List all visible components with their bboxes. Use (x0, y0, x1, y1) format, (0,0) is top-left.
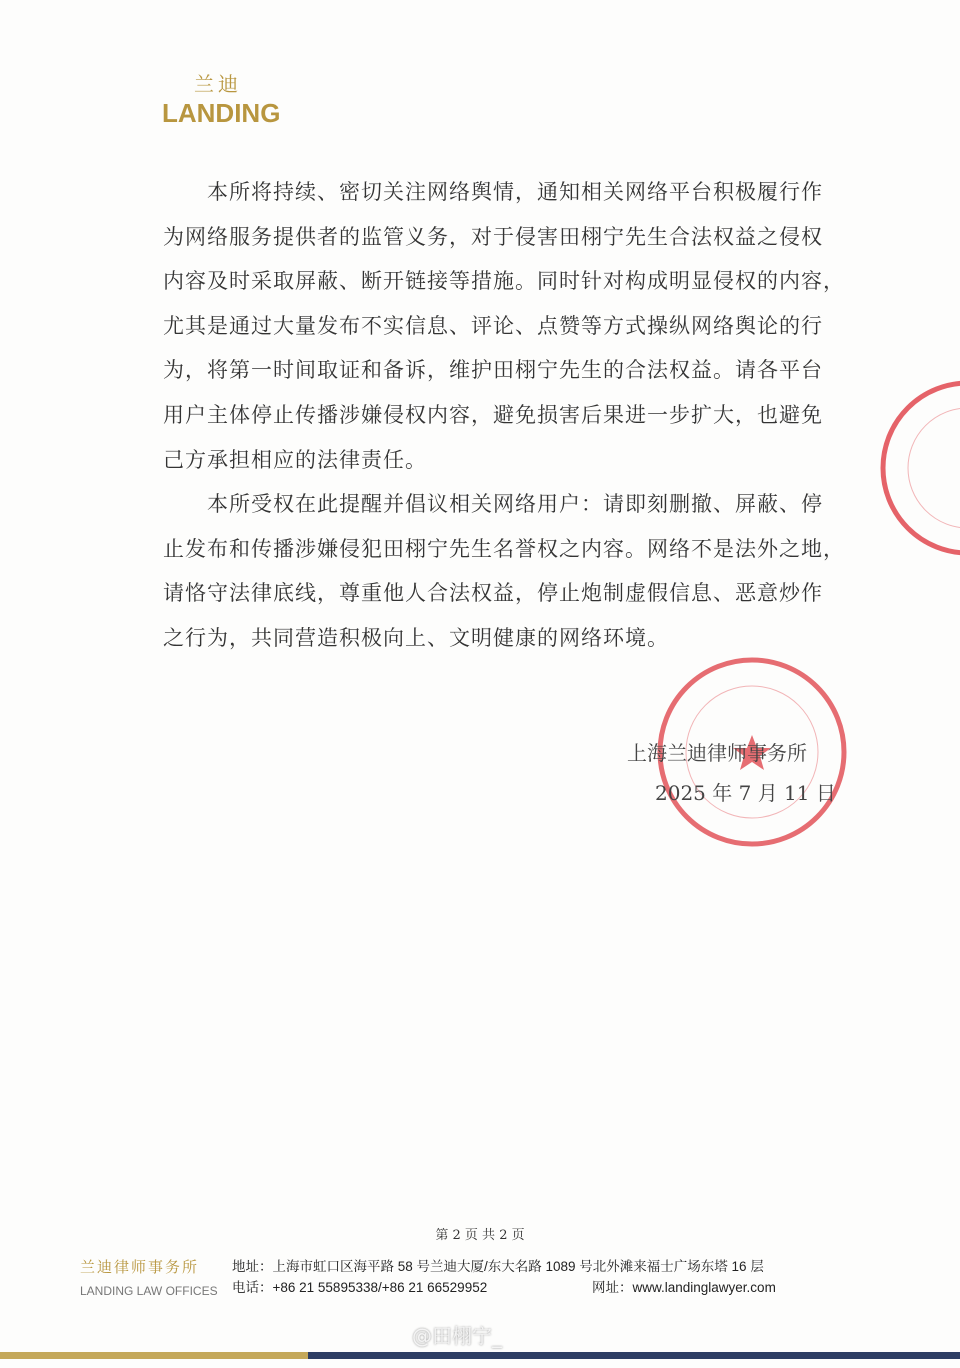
footer-bar-navy (308, 1352, 960, 1359)
logo-cn: 兰迪 (194, 72, 242, 96)
seal-stamp-edge (878, 378, 960, 558)
text-line: 为，将第一时间取证和备诉，维护田栩宁先生的合法权益。请各平台 (163, 358, 823, 383)
letter-body (163, 174, 863, 665)
signature-firm: 上海兰迪律师事务所 (627, 741, 807, 765)
footer-website: 网址：www.landinglawyer.com (592, 1280, 776, 1295)
signature-date: 2025 年 7 月 11 日 (655, 781, 836, 805)
text-line: 用户主体停止传播涉嫌侵权内容，避免损害后果进一步扩大，也避免 (163, 402, 823, 427)
text-line: 己方承担相应的法律责任。 (163, 447, 427, 472)
text-line: 本所受权在此提醒并倡议相关网络用户：请即刻删撤、屏蔽、停 (163, 492, 823, 517)
text-line: 本所将持续、密切关注网络舆情，通知相关网络平台积极履行作 (163, 180, 823, 204)
text-line: 内容及时采取屏蔽、断开链接等措施。同时针对构成明显侵权的内容， (163, 269, 845, 294)
paragraph-1 (163, 174, 863, 486)
landing-logo (162, 72, 292, 128)
footer-logo-cn: 兰迪律师事务所 (80, 1258, 200, 1276)
paragraph-2 (163, 486, 863, 664)
logo-en: LANDING (162, 98, 281, 128)
text-line: 尤其是通过大量发布不实信息、评论、点赞等方式操纵网络舆论的行 (163, 313, 823, 338)
footer-bar-gold (0, 1352, 308, 1359)
footer-phone: 电话：+86 21 55895338/+86 21 66529952 (232, 1280, 488, 1295)
page-number: 第 2 页 共 2 页 (435, 1228, 525, 1243)
text-line: 止发布和传播涉嫌侵犯田栩宁先生名誉权之内容。网络不是法外之地， (163, 536, 845, 561)
footer-logo-en: LANDING LAW OFFICES (80, 1284, 218, 1298)
text-line: 请恪守法律底线，尊重他人合法权益，停止炮制虚假信息、恶意炒作 (163, 581, 823, 606)
weibo-watermark: @田栩宁_ (412, 1324, 502, 1348)
footer-address: 地址：上海市虹口区海平路 58 号兰迪大厦/东大名路 1089 号北外滩来福士广场东塔 16 层 (232, 1259, 764, 1274)
text-line: 之行为，共同营造积极向上、文明健康的网络环境。 (163, 625, 669, 650)
text-line: 为网络服务提供者的监管义务，对于侵害田栩宁先生合法权益之侵权 (163, 224, 823, 249)
